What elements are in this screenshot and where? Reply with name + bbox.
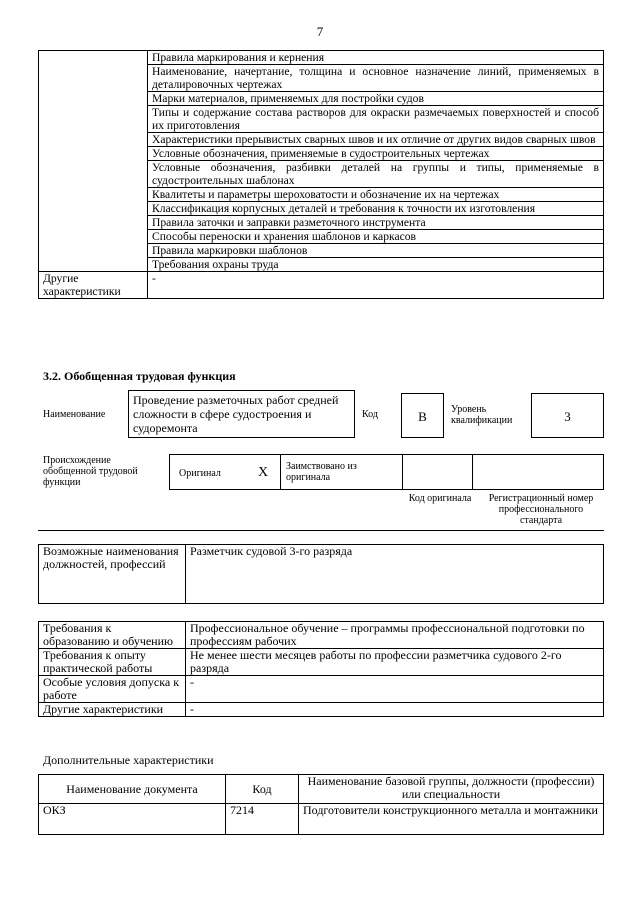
table-row — [39, 622, 604, 649]
knowledge-table — [38, 50, 604, 299]
knowledge-item: Условные обозначения, применяемые в судостроительных чертежах — [148, 147, 604, 161]
requirement-value: - — [186, 676, 604, 703]
gtf-name-label: Наименование — [43, 409, 106, 420]
other-characteristics-value: - — [148, 272, 604, 299]
positions-label: Возможные наименования должностей, профессий — [39, 545, 186, 604]
divider — [472, 455, 473, 489]
knowledge-item: Требования охраны труда — [148, 258, 604, 272]
gtf-name-value: Проведение разметочных работ средней сложности в сфере судостроения и судоремонта — [128, 390, 355, 438]
requirement-label: Требования к образованию и обучению — [39, 622, 186, 649]
code-orig-caption: Код оригинала — [408, 493, 472, 504]
gtf-code-value: В — [401, 393, 444, 438]
knowledge-item: Квалитеты и параметры шероховатости и обозначение их на чертежах — [148, 188, 604, 202]
gtf-level-value: 3 — [531, 393, 604, 438]
code-cell: 7214 — [226, 804, 299, 835]
knowledge-item: Условные обозначения, разбивки деталей на группы и типы, применяемые в судостроительных шаблонах — [148, 161, 604, 188]
knowledge-item: Способы переноски и хранения шаблонов и каркасов — [148, 230, 604, 244]
gtf-level-label: Уровень квалификации — [451, 404, 513, 426]
additional-table — [38, 774, 604, 835]
knowledge-item: Правила маркирования и кернения — [148, 51, 604, 65]
original-mark: X — [258, 465, 269, 480]
knowledge-item: Правила маркировки шаблонов — [148, 244, 604, 258]
requirement-value: - — [186, 703, 604, 717]
header-doc: Наименование документа — [39, 775, 226, 804]
table-row — [39, 676, 604, 703]
knowledge-item: Типы и содержание состава растворов для окраски размечаемых поверхностей и способ их приготовления — [148, 106, 604, 133]
page-number: 7 — [316, 24, 324, 39]
requirement-value: Профессиональное обучение – программы профессиональной подготовки по профессиям рабочих — [186, 622, 604, 649]
knowledge-item: Наименование, начертание, толщина и основное назначение линий, применяемых в деталировочных чертежах — [148, 65, 604, 92]
knowledge-label-cell — [39, 51, 148, 272]
divider — [402, 455, 403, 489]
other-characteristics-label: Другие характеристики — [39, 272, 148, 299]
group-name-cell: Подготовители конструкционного металла и монтажники — [299, 804, 604, 835]
additional-title: Дополнительные характеристики — [43, 753, 214, 767]
original-label: Оригинал — [179, 468, 221, 479]
positions-value: Разметчик судовой 3-го разряда — [186, 545, 604, 604]
gtf-code-label: Код — [362, 409, 378, 420]
knowledge-item: Правила заточки и заправки разметочного инструмента — [148, 216, 604, 230]
knowledge-item: Характеристики прерывистых сварных швов и их отличие от других видов сварных швов — [148, 133, 604, 147]
knowledge-item: Марки материалов, применяемых для постройки судов — [148, 92, 604, 106]
header-code: Код — [226, 775, 299, 804]
separator-line — [38, 530, 604, 531]
table-row — [39, 703, 604, 717]
header-group: Наименование базовой группы, должности (профессии) или специальности — [299, 775, 604, 804]
divider — [280, 455, 281, 489]
reg-caption: Регистрационный номер профессионального стандарта — [488, 493, 594, 526]
gtf-origin-label: Происхождение обобщенной трудовой функции — [43, 455, 138, 488]
requirement-value: Не менее шести месяцев работы по профессии разметчика судового 2-го разряда — [186, 649, 604, 676]
table-row — [39, 649, 604, 676]
requirement-label: Особые условия допуска к работе — [39, 676, 186, 703]
requirements-table — [38, 621, 604, 717]
doc-name-cell: ОКЗ — [39, 804, 226, 835]
requirement-label: Требования к опыту практической работы — [39, 649, 186, 676]
gtf-origin-box — [169, 454, 604, 490]
requirement-label: Другие характеристики — [39, 703, 186, 717]
positions-table — [38, 544, 604, 604]
table-row — [39, 804, 604, 835]
section-title: 3.2. Обобщенная трудовая функция — [43, 369, 236, 383]
knowledge-item: Классификация корпусных деталей и требования к точности их изготовления — [148, 202, 604, 216]
borrowed-label: Заимствовано из оригинала — [286, 461, 357, 483]
